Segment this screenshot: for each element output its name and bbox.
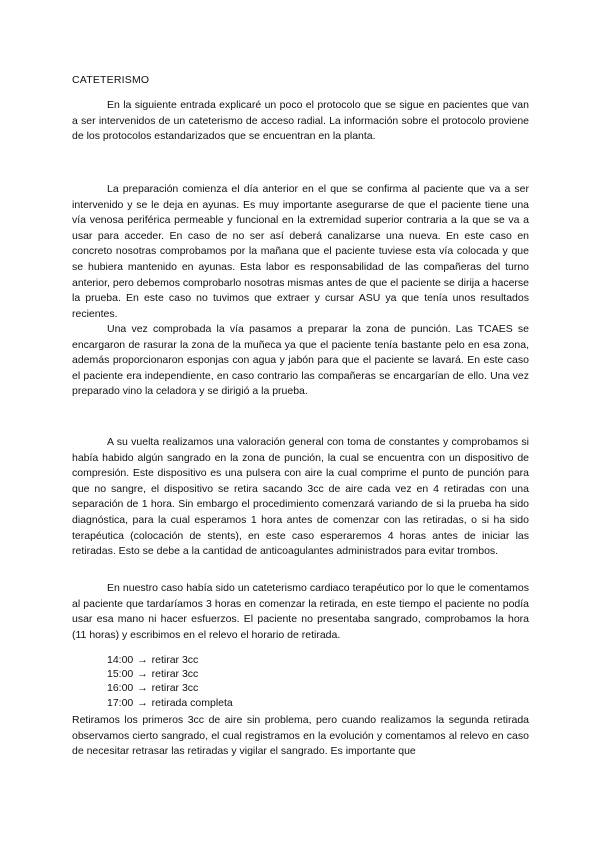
paragraph-puncture-zone: Una vez comprobada la vía pasamos a preparar la zona de punción. Las TCAES se encargaron de rasurar la zona de la muñeca ya que el paciente tenía bastante pelo en esa zona, además proporcionaron esponjas con agua y jabón para que el paciente se lavará. En este caso el paciente era independiente, en caso contrario las compañeras se encargarían de ello. Una vez preparado vino la celadora y se dirigió a la prueba. xyxy=(72,323,529,398)
schedule-item xyxy=(107,667,233,681)
paragraph-preparation: La preparación comienza el día anterior en el que se confirma al paciente que va a ser intervenido y se le deja en ayunas. Es muy importante asegurarse de que el paciente tiene una vía venosa periférica permeable y funcional en la extremidad superior contraria a la que se va a usar para acceder. En caso de no ser así deberá canalizarse una nueva. En este caso en concreto nosotras comprobamos por la mañana que el paciente tuviese esta vía colocada y que se hubiera mantenido en ayunas. Esta labor es responsabilidad de las compañeras del turno anterior, pero debemos comprobarlo nosotras mismas antes de que el paciente se dirija a hacerse la prueba. En este caso no tuvimos que extraer y cursar ASU ya que tenía unos resultados recientes. xyxy=(72,183,530,320)
arrow-icon: → xyxy=(137,654,148,666)
schedule-time: 16:00 xyxy=(107,682,134,695)
schedule-time: 15:00 xyxy=(107,668,134,681)
arrow-icon: → xyxy=(137,668,148,681)
schedule-item xyxy=(107,681,233,695)
paragraph-intro: En la siguiente entrada explicaré un poco el protocolo que se sigue en pacientes que van a ser intervenidos de un cateterismo de acceso radial. La información sobre el protocolo proviene de los protocolos estandarizados que se encuentran en la planta. xyxy=(72,99,529,143)
schedule-action: retirar 3cc xyxy=(151,654,199,666)
schedule-item xyxy=(107,653,233,667)
paragraph-return-assessment: A su vuelta realizamos una valoración general con toma de constantes y comprobamos si había habido algún sangrado en la zona de punción, la cual se encuentra con un dispositivo de compresión. Este dispositivo es una pulsera con aire la cual comprime el punto de punción para que no sangre, el dispositivo se retira sacando 3cc de aire cada vez en 4 retiradas con una separación de 1 hora. Sin embargo el procedimiento comenzará variando de si la prueba ha sido diagnóstica, para la cual esperamos 1 hora antes de comenzar con las retiradas, o si ha sido terapéutica (colocación de stents), en este caso esperaremos 4 horas antes de iniciar las retiradas. Esto se debe a la cantidad de anticoagulantes administrados para evitar trombos. xyxy=(72,436,529,558)
schedule-action: retirar 3cc xyxy=(151,668,199,681)
schedule-action: retirada completa xyxy=(151,696,233,709)
arrow-icon: → xyxy=(137,696,148,709)
document-title: CATETERISMO xyxy=(72,74,150,86)
arrow-icon: → xyxy=(137,682,148,695)
schedule-action: retirar 3cc xyxy=(151,682,199,695)
schedule-item xyxy=(107,696,233,710)
paragraph-removal-bleeding: Retiramos los primeros 3cc de aire sin problema, pero cuando realizamos la segunda retirada observamos cierto sangrado, el cual registramos en la evolución y comentamos al relevo en caso de necesitar retrasar las retiradas y vigilar el sangrado. Es importante que xyxy=(72,714,529,758)
schedule-time: 14:00 xyxy=(107,654,134,666)
schedule-time: 17:00 xyxy=(107,696,134,709)
removal-schedule xyxy=(107,653,233,710)
paragraph-our-case: En nuestro caso había sido un cateterismo cardiaco terapéutico por lo que le comentamos al paciente que tardaríamos 3 horas en comenzar la retirada, en este tiempo el paciente no podía usar esa mano ni hacer esfuerzos. El paciente no presentaba sangrado, comprobamos la hora (11 horas) y escribimos en el relevo el horario de retirada. xyxy=(72,582,529,641)
